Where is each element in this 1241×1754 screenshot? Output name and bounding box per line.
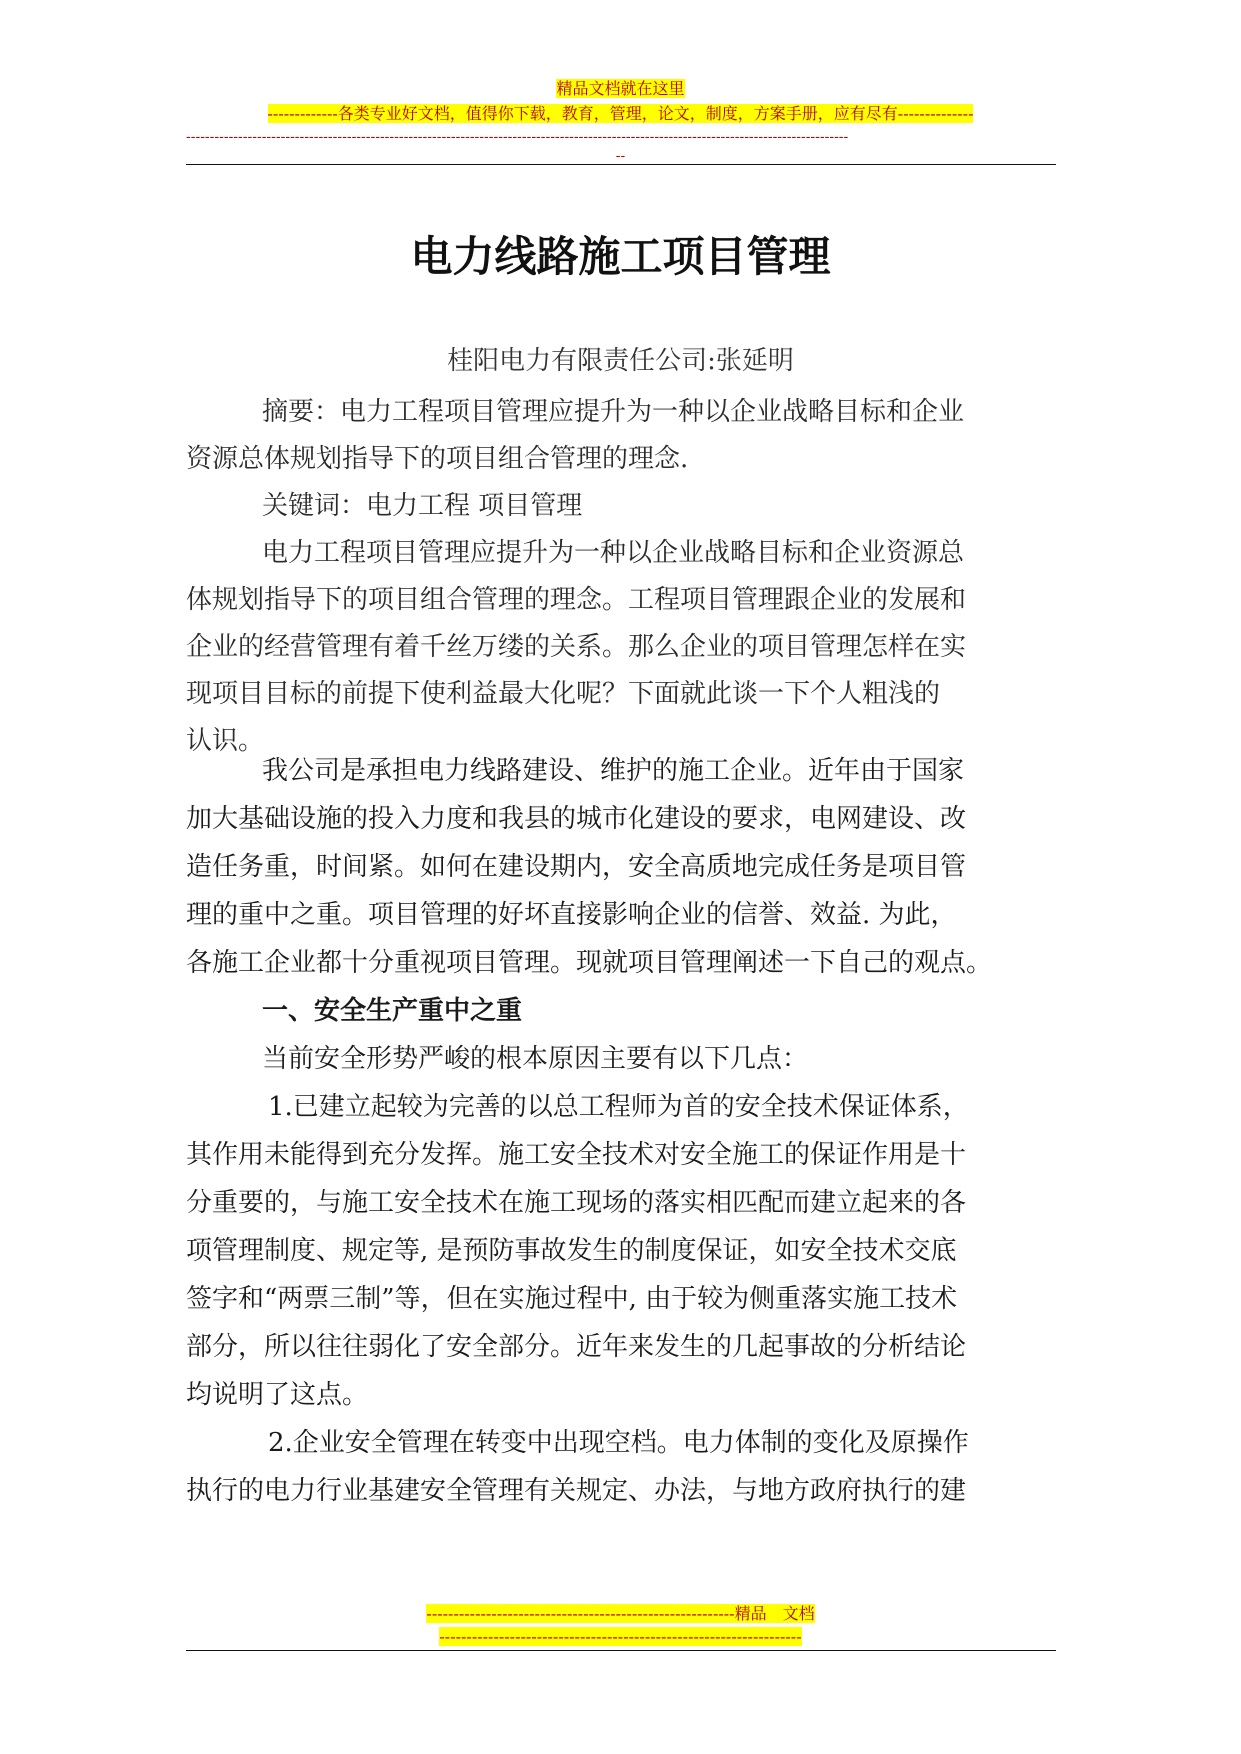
document-title: 电力线路施工项目管理 (410, 232, 831, 281)
list-item-line: 均说明了这点。 (186, 1380, 369, 1410)
list-item-line: 签字和“两票三制”等，但在实施过程中, 由于较为侧重落实施工技术 (186, 1284, 958, 1314)
list-item-line: 分重要的，与施工安全技术在施工现场的落实相匹配而建立起来的各 (186, 1188, 967, 1218)
paragraph-line: 理的重中之重。项目管理的好坏直接影响企业的信誉、效益. 为此， (186, 900, 957, 930)
paragraph-line: 加大基础设施的投入力度和我县的城市化建设的要求，电网建设、改 (186, 804, 967, 834)
list-item-line: 项管理制度、规定等, 是预防事故发生的制度保证，如安全技术交底 (186, 1236, 957, 1266)
list-item-line: 执行的电力行业基建安全管理有关规定、办法，与地方政府执行的建 (186, 1476, 967, 1506)
header-banner-subtitle: -------------各类专业好文档，值得你下载，教育，管理，论文，制度，方案手册，应有尽有-------------- (267, 104, 974, 123)
intro-line: 认识。 (186, 726, 265, 756)
section-heading: 一、安全生产重中之重 (262, 996, 523, 1026)
abstract-line: 资源总体规划指导下的项目组合管理的理念. (186, 444, 689, 474)
paragraph-line: 我公司是承担电力线路建设、维护的施工企业。近年由于国家 (262, 756, 965, 786)
list-item-line: 1.已建立起较为完善的以总工程师为首的安全技术保证体系， (268, 1092, 969, 1122)
list-item-line: 部分，所以往往弱化了安全部分。近年来发生的几起事故的分析结论 (186, 1332, 967, 1362)
list-item-line: 2.企业安全管理在转变中出现空档。电力体制的变化及原操作 (268, 1428, 969, 1458)
header-dash-tail: -- (615, 148, 626, 164)
paragraph-line: 造任务重，时间紧。如何在建设期内，安全高质地完成任务是项目管 (186, 852, 967, 882)
header-dash-line: -------------------------------------------------------------------------------------------------------------------------------------------- (186, 129, 849, 145)
keywords: 关键词：电力工程 项目管理 (262, 491, 583, 521)
body-section (186, 747, 1056, 1515)
intro-line: 现项目目标的前提下使利益最大化呢？下面就此谈一下个人粗浅的 (186, 679, 941, 709)
intro-line: 电力工程项目管理应提升为一种以企业战略目标和企业资源总 (262, 538, 965, 568)
header-banner-title: 精品文档就在这里 (556, 79, 685, 98)
paragraph-line: 各施工企业都十分重视项目管理。现就项目管理阐述一下自己的观点。 (186, 948, 993, 978)
intro-line: 体规划指导下的项目组合管理的理念。工程项目管理跟企业的发展和 (186, 585, 967, 615)
footer-dash-line: ------------------------------------------------------------------- (439, 1627, 802, 1646)
footer-line: ---------------------------------------------------------精品 文档 (426, 1604, 815, 1623)
header-divider (186, 164, 1056, 165)
abstract-line: 摘要：电力工程项目管理应提升为一种以企业战略目标和企业 (262, 397, 965, 427)
document-author: 桂阳电力有限责任公司:张延明 (447, 346, 794, 376)
abstract-section (186, 389, 1056, 765)
footer-divider (186, 1650, 1056, 1651)
intro-line: 企业的经营管理有着千丝万缕的关系。那么企业的项目管理怎样在实 (186, 632, 967, 662)
paragraph-line: 当前安全形势严峻的根本原因主要有以下几点： (262, 1044, 809, 1074)
list-item-line: 其作用未能得到充分发挥。施工安全技术对安全施工的保证作用是十 (186, 1140, 967, 1170)
